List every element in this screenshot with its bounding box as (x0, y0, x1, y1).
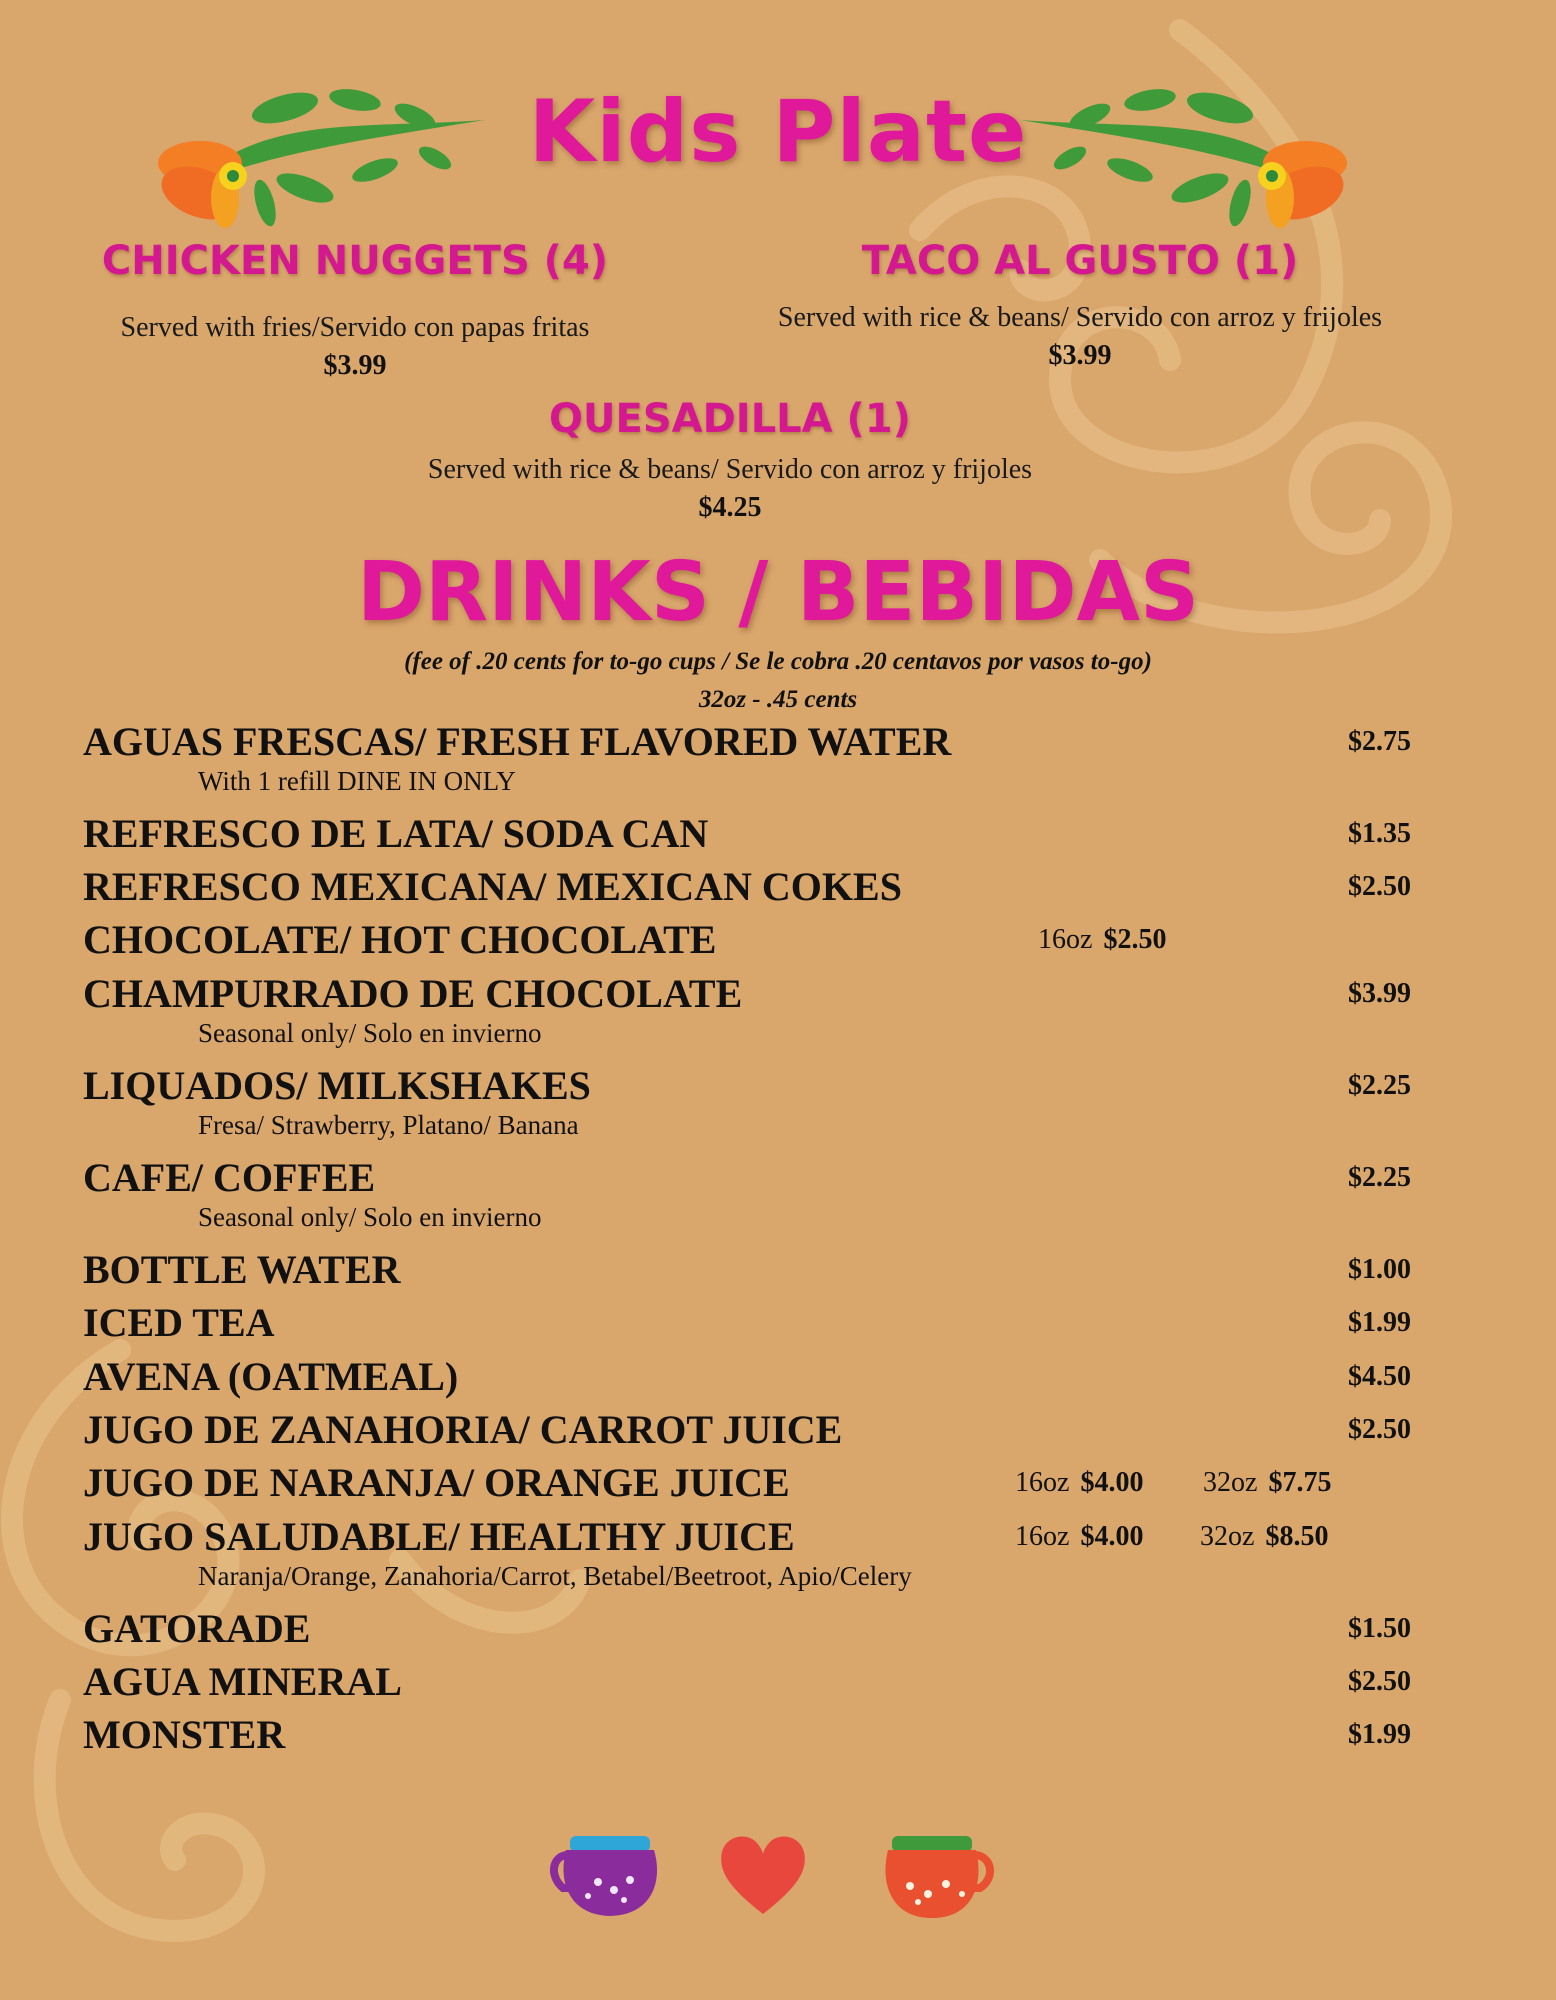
drink-name: BOTTLE WATER (83, 1247, 401, 1292)
drink-price: $1.99 (1348, 1307, 1411, 1338)
size-price: $4.00 (1080, 1521, 1144, 1552)
drink-price: $1.99 (1348, 1719, 1411, 1750)
drink-price: $2.50 (1348, 1414, 1411, 1445)
drink-note: Seasonal only/ Solo en invierno (198, 1202, 542, 1232)
drink-name: JUGO DE ZANAHORIA/ CARROT JUICE (83, 1407, 843, 1452)
drink-size-price (1015, 1521, 1143, 1553)
drink-size-price (1015, 1467, 1143, 1499)
drinks-title: DRINKS / BEBIDAS (356, 545, 1200, 640)
size-label: 16oz (1038, 924, 1093, 955)
drink-price: $2.75 (1348, 726, 1411, 757)
drink-price: $2.25 (1348, 1162, 1411, 1193)
drink-price: $1.50 (1348, 1613, 1411, 1644)
kids-plate-title: Kids Plate (528, 82, 1028, 182)
drink-note: With 1 refill DINE IN ONLY (198, 766, 516, 796)
drink-name: CAFE/ COFFEE (83, 1155, 376, 1200)
kids-item-title: TACO AL GUSTO (1) (861, 238, 1299, 284)
size-price: $8.50 (1265, 1521, 1329, 1552)
drink-name: AVENA (OATMEAL) (83, 1354, 459, 1399)
size-fee-note: 32oz - .45 cents (698, 686, 858, 713)
size-label: 16oz (1015, 1467, 1070, 1498)
kids-item-price: $3.99 (323, 350, 387, 381)
to-go-fee-note: (fee of .20 cents for to-go cups / Se le cobra .20 centavos por vasos to-go) (404, 648, 1152, 675)
drink-name: ICED TEA (83, 1300, 275, 1345)
kids-item-price: $3.99 (1048, 340, 1112, 371)
drink-name: LIQUADOS/ MILKSHAKES (83, 1063, 591, 1108)
size-price: $2.50 (1103, 924, 1167, 955)
drink-size-price (1038, 924, 1166, 956)
drink-name: REFRESCO MEXICANA/ MEXICAN COKES (83, 864, 902, 909)
kids-item-title: CHICKEN NUGGETS (4) (101, 238, 609, 284)
drink-price: $2.50 (1348, 871, 1411, 902)
size-price: $7.75 (1268, 1467, 1332, 1498)
drink-price: $2.50 (1348, 1666, 1411, 1697)
kids-item-description: Served with rice & beans/ Servido con arroz y frijoles (777, 302, 1383, 333)
purple-jug-icon (548, 1830, 660, 1920)
kids-item-title: QUESADILLA (1) (549, 396, 911, 442)
drink-name: REFRESCO DE LATA/ SODA CAN (83, 811, 709, 856)
drink-name: JUGO DE NARANJA/ ORANGE JUICE (83, 1460, 790, 1505)
drink-name: GATORADE (83, 1606, 311, 1651)
drink-name: AGUA MINERAL (83, 1659, 402, 1704)
drink-size-price (1200, 1521, 1328, 1553)
drink-name: CHAMPURRADO DE CHOCOLATE (83, 971, 743, 1016)
drink-size-price (1203, 1467, 1331, 1499)
drink-note: Fresa/ Strawberry, Platano/ Banana (198, 1110, 579, 1140)
drink-name: JUGO SALUDABLE/ HEALTHY JUICE (83, 1514, 795, 1559)
size-label: 32oz (1200, 1521, 1255, 1552)
kids-item-price: $4.25 (698, 492, 762, 523)
drink-price: $1.00 (1348, 1254, 1411, 1285)
kids-item-description: Served with fries/Servido con papas fritas (120, 312, 590, 343)
red-jug-icon (882, 1830, 1000, 1922)
drink-price: $4.50 (1348, 1361, 1411, 1392)
drink-note: Naranja/Orange, Zanahoria/Carrot, Betabel/Beetroot, Apio/Celery (198, 1561, 912, 1591)
size-label: 16oz (1015, 1521, 1070, 1552)
heart-icon (718, 1832, 808, 1916)
drink-note: Seasonal only/ Solo en invierno (198, 1018, 542, 1048)
size-price: $4.00 (1080, 1467, 1144, 1498)
size-label: 32oz (1203, 1467, 1258, 1498)
drink-price: $2.25 (1348, 1070, 1411, 1101)
drink-price: $3.99 (1348, 978, 1411, 1009)
drink-name: MONSTER (83, 1712, 286, 1757)
drink-name: CHOCOLATE/ HOT CHOCOLATE (83, 917, 717, 962)
drink-name: AGUAS FRESCAS/ FRESH FLAVORED WATER (83, 719, 952, 764)
drink-price: $1.35 (1348, 818, 1411, 849)
kids-item-description: Served with rice & beans/ Servido con arroz y frijoles (427, 454, 1033, 485)
